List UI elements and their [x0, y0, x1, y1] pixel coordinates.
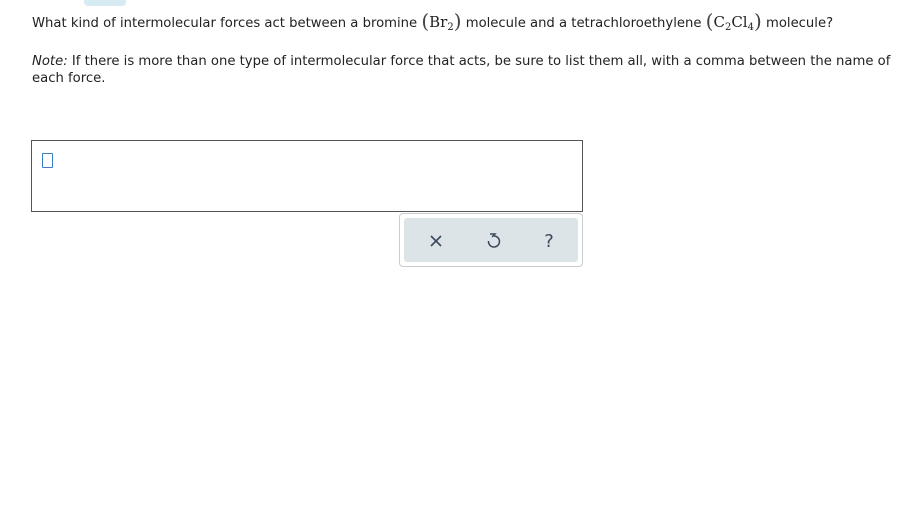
text-cursor-placeholder [42, 153, 53, 168]
paren-close: ) [453, 9, 462, 33]
answer-input[interactable] [31, 140, 583, 212]
paren-close-2: ) [753, 9, 762, 33]
answer-toolbar [399, 213, 583, 267]
question-middle: molecule and a tetrachloroethylene [461, 16, 706, 31]
paren-open: ( [421, 9, 430, 33]
formula-tetrachloroethylene: $C_2Cl_4$ [713, 13, 754, 33]
x-icon [429, 234, 443, 248]
undo-icon [485, 232, 501, 250]
undo-button[interactable] [478, 226, 508, 256]
note-body: If there is more than one type of intermolecular force that acts, be sure to list them all, with a comma between the name of each force. [32, 54, 891, 86]
formula-bromine: $Br_2$ [429, 13, 454, 33]
note-text [32, 53, 897, 87]
question-prefix: What kind of intermolecular forces act between a bromine [32, 16, 422, 31]
help-button[interactable] [534, 226, 564, 256]
note-label: Note: [32, 54, 68, 69]
question-suffix: molecule? [761, 16, 834, 31]
paren-open-2: ( [705, 9, 714, 33]
toolbar-inner [404, 218, 578, 262]
question-text [32, 8, 902, 37]
question-icon: ? [544, 230, 554, 252]
top-tab-indicator [84, 0, 126, 6]
clear-button[interactable] [421, 226, 451, 256]
